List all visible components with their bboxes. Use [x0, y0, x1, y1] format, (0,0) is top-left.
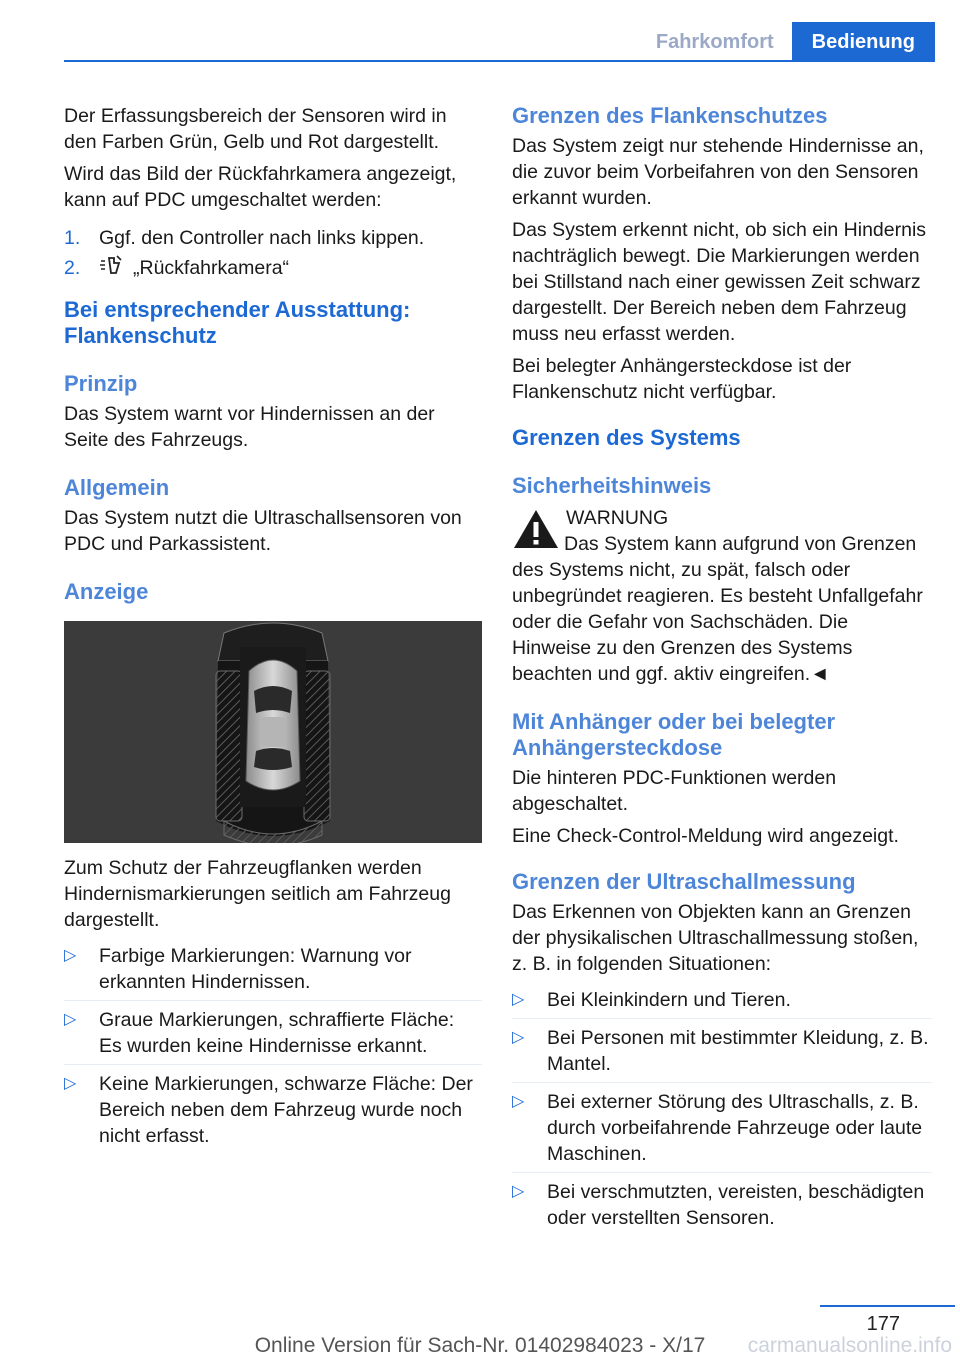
list-item: ▷ Keine Markierungen, schwarze Fläche: Der Bereich neben dem Fahrzeug wurde noch nicht erfasst. — [64, 1073, 473, 1147]
step-number: 2. — [64, 257, 81, 279]
tab-fahrkomfort[interactable]: Fahrkomfort — [655, 31, 774, 53]
paragraph-ultraschall: Das Erkennen von Objekten kann an Grenzen der physikalischen Ultraschallmessung stoßen, z. B. in folgenden Situationen: — [512, 901, 919, 975]
paragraph-grenzen-1: Das System zeigt nur stehende Hindernisse an, die zuvor beim Vorbeifahren von den Sensoren erkannt wurden. — [512, 135, 924, 209]
paragraph-schutz: Zum Schutz der Fahrzeugflanken werden Hindernismarkierungen seitlich am Fahrzeug dargestellt. — [64, 857, 451, 931]
paragraph-anhaenger-2: Eine Check-Control-Meldung wird angezeigt. — [512, 825, 899, 847]
list-item: ▷ Bei Personen mit bestimmter Kleidung, z. B. Mantel. — [512, 1025, 932, 1083]
step-number: 1. — [64, 227, 81, 249]
footer-divider — [820, 1305, 955, 1307]
heading-ausstattung: Bei entsprechender Ausstattung: Flankenschutz — [64, 297, 411, 348]
paragraph-grenzen-2: Das System erkennt nicht, ob sich ein Hindernis nachträglich bewegt. Die Markierungen werden bei Stillstand nach einer gewissen Zeit schwarz dargestellt. Der Bereich neben dem Fahrzeug muss neu erfasst werden. — [512, 219, 927, 345]
list-item: ▷ Bei Kleinkindern und Tieren. — [512, 987, 932, 1019]
list-item: ▷ Farbige Markierungen: Warnung vor erkannten Hindernissen. — [64, 943, 482, 1001]
triangle-bullet-icon: ▷ — [64, 1011, 77, 1028]
paragraph-grenzen-3: Bei belegter Anhängersteckdose ist der Flankenschutz nicht verfügbar. — [512, 355, 852, 403]
paragraph-anhaenger-1: Die hinteren PDC-Funktionen werden abgeschaltet. — [512, 767, 837, 815]
warning-title: WARNUNG — [566, 507, 669, 529]
left-column — [64, 103, 482, 1160]
paragraph-prinzip: Das System warnt vor Hindernissen an der Seite des Fahrzeugs. — [64, 403, 435, 451]
triangle-bullet-icon: ▷ — [64, 1075, 77, 1092]
list-item: ▷ Bei externer Störung des Ultraschalls, z. B. durch vorbeifahrende Fahrzeuge oder laute Maschinen. — [512, 1089, 932, 1173]
warning-text: Das System kann aufgrund von Grenzen des Systems nicht, zu spät, falsch oder unbegründet reagieren. Es besteht Unfallgefahr oder die Gefahr von Sachschäden. Die Hinweise zu den Grenzen des Systems beachten und ggf. aktiv eingreifen.◄ — [512, 533, 923, 685]
heading-anzeige: Anzeige — [64, 579, 149, 604]
heading-sicherheitshinweis: Sicherheitshinweis — [512, 473, 712, 498]
heading-anhaenger: Mit Anhänger oder bei belegter Anhängersteckdose — [512, 709, 836, 760]
camera-icon — [99, 255, 123, 277]
section-tabs — [638, 22, 935, 62]
heading-grenzen-flankenschutz: Grenzen des Flankenschutzes — [512, 103, 828, 128]
triangle-bullet-icon: ▷ — [512, 1183, 525, 1200]
right-column — [512, 103, 932, 1242]
watermark: carmanualsonline.info — [747, 1334, 952, 1357]
header-divider — [64, 60, 935, 62]
marking-list — [64, 943, 482, 1154]
ultraschall-list — [512, 987, 932, 1236]
tab-bedienung[interactable]: Bedienung — [792, 22, 935, 62]
heading-allgemein: Allgemein — [64, 475, 170, 500]
paragraph-allgemein: Das System nutzt die Ultraschallsensoren von PDC und Parkassistent. — [64, 507, 462, 555]
heading-grenzen-systems: Grenzen des Systems — [512, 425, 741, 450]
heading-ultraschall: Grenzen der Ultraschallmessung — [512, 869, 856, 894]
online-version-note: Online Version für Sach-Nr. 01402984023 - X/17 — [254, 1334, 706, 1357]
step-text: „Rückfahrkamera“ — [133, 257, 290, 279]
list-item: ▷ Graue Markierungen, schraffierte Fläche: Es wurden keine Hindernisse erkannt. — [64, 1007, 482, 1065]
list-item: ▷ Bei verschmutzten, vereisten, beschädigten oder verstellten Sensoren. — [512, 1181, 925, 1229]
parking-sensor-graphic — [64, 621, 482, 843]
step-1 — [64, 225, 482, 251]
page-number: 177 — [866, 1313, 900, 1335]
warning-box — [512, 505, 932, 687]
heading-prinzip: Prinzip — [64, 371, 138, 396]
intro-paragraph-2: Wird das Bild der Rückfahrkamera angezeigt, kann auf PDC umgeschaltet werden: — [64, 163, 457, 211]
triangle-bullet-icon: ▷ — [512, 1029, 525, 1046]
triangle-bullet-icon: ▷ — [512, 1093, 525, 1110]
flankenschutz-display-image — [64, 621, 482, 843]
intro-paragraph-1: Der Erfassungsbereich der Sensoren wird in den Farben Grün, Gelb und Rot dargestellt. — [64, 105, 447, 153]
triangle-bullet-icon: ▷ — [512, 991, 525, 1008]
triangle-bullet-icon: ▷ — [64, 947, 77, 964]
step-text: Ggf. den Controller nach links kippen. — [99, 227, 425, 249]
step-2 — [64, 255, 482, 281]
